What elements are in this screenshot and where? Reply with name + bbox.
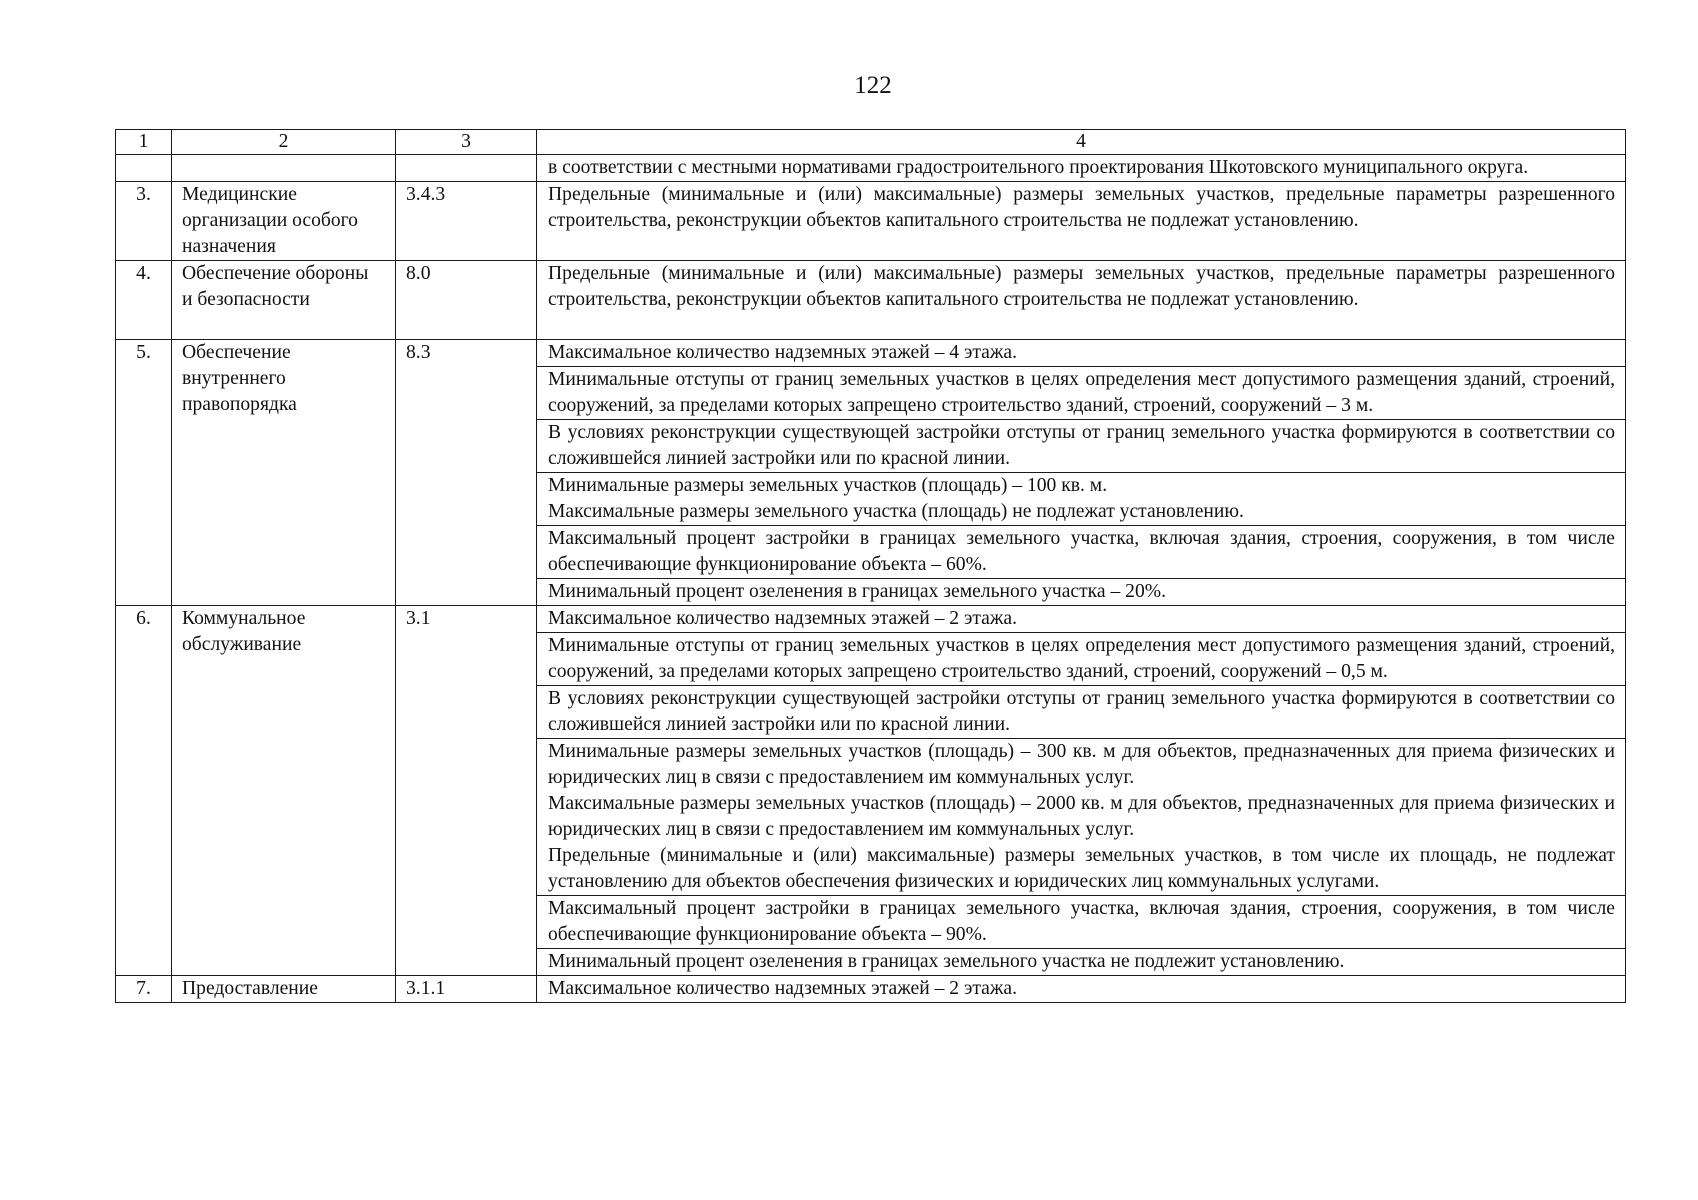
row-param bbox=[537, 739, 1626, 896]
column-header-3: 3 bbox=[396, 130, 537, 155]
table-row bbox=[116, 976, 1626, 1003]
column-header-1: 1 bbox=[116, 130, 172, 155]
row-number: 3. bbox=[116, 182, 172, 261]
row-name bbox=[172, 155, 396, 182]
row-param-line: Минимальные размеры земельных участков (площадь) – 100 кв. м. bbox=[548, 475, 1108, 496]
row-code: 3.1 bbox=[396, 606, 537, 976]
row-number: 7. bbox=[116, 976, 172, 1003]
row-param bbox=[537, 261, 1626, 340]
row-param: Минимальный процент озеленения в границах земельного участка не подлежит установлению. bbox=[537, 949, 1626, 976]
row-param: Максимальный процент застройки в границах земельного участка, включая здания, строения, сооружения, в том числе обеспечивающие функционирование объекта – 60%. bbox=[537, 526, 1626, 579]
row-param: в соответствии с местными нормативами градостроительного проектирования Шкотовского муниципального округа. bbox=[537, 155, 1626, 182]
row-param-line: Предельные (минимальные и (или) максимальные) размеры земельных участков, в том числе их площадь, не подлежат установлению для объектов обеспечения физических и юридических лиц коммунальных услугами. bbox=[548, 845, 1615, 892]
row-param bbox=[537, 473, 1626, 526]
row-param: Максимальное количество надземных этажей – 2 этажа. bbox=[537, 606, 1626, 633]
table-header-row bbox=[116, 130, 1626, 155]
row-name: Коммунальное обслуживание bbox=[172, 606, 396, 976]
row-number: 4. bbox=[116, 261, 172, 340]
page-number: 122 bbox=[854, 72, 892, 99]
regulations-table bbox=[115, 129, 1626, 1003]
table-row bbox=[116, 182, 1626, 261]
table-row bbox=[116, 340, 1626, 367]
row-name: Обеспечение внутреннего правопорядка bbox=[172, 340, 396, 606]
row-param-line: Максимальные размеры земельного участка (площадь) не подлежат установлению. bbox=[548, 501, 1244, 522]
row-code: 8.0 bbox=[396, 261, 537, 340]
column-header-4: 4 bbox=[537, 130, 1626, 155]
row-code: 3.4.3 bbox=[396, 182, 537, 261]
row-number: 6. bbox=[116, 606, 172, 976]
table-row bbox=[116, 606, 1626, 633]
row-number: 5. bbox=[116, 340, 172, 606]
row-code: 8.3 bbox=[396, 340, 537, 606]
table-row bbox=[116, 155, 1626, 182]
table-row bbox=[116, 261, 1626, 340]
row-param: Предельные (минимальные и (или) максимальные) размеры земельных участков, предельные параметры разрешенного строительства, реконструкции объектов капитального строительства не подлежат установлению. bbox=[537, 182, 1626, 261]
row-code: 3.1.1 bbox=[396, 976, 537, 1003]
row-param: Минимальные отступы от границ земельных участков в целях определения мест допустимого размещения зданий, строений, сооружений, за пределами которых запрещено строительство зданий, строений, сооружений – 3 м. bbox=[537, 367, 1626, 420]
row-code bbox=[396, 155, 537, 182]
row-param: В условиях реконструкции существующей застройки отступы от границ земельного участка формируются в соответствии со сложившейся линией застройки или по красной линии. bbox=[537, 420, 1626, 473]
row-name-line: и безопасности bbox=[182, 289, 310, 310]
row-param-line: Максимальные размеры земельных участков (площадь) – 2000 кв. м для объектов, предназначенных для приема физических и юридических лиц в связи с предоставлением им коммунальных услуг. bbox=[548, 793, 1615, 840]
row-param: Максимальное количество надземных этажей – 4 этажа. bbox=[537, 340, 1626, 367]
row-number bbox=[116, 155, 172, 182]
row-name: Медицинские организации особого назначения bbox=[172, 182, 396, 261]
column-header-2: 2 bbox=[172, 130, 396, 155]
row-name-line: Обеспечение обороны bbox=[182, 263, 369, 284]
row-name bbox=[172, 261, 396, 340]
row-param: Минимальный процент озеленения в границах земельного участка – 20%. bbox=[537, 579, 1626, 606]
row-param: Минимальные отступы от границ земельных участков в целях определения мест допустимого размещения зданий, строений, сооружений, за пределами которых запрещено строительство зданий, строений, сооружений – 0,5 м. bbox=[537, 633, 1626, 686]
row-param-text: Предельные (минимальные и (или) максимальные) размеры земельных участков, предельные параметры разрешенного строительства, реконструкции объектов капитального строительства не подлежат установлению. bbox=[548, 263, 1615, 310]
row-param: Максимальное количество надземных этажей – 2 этажа. bbox=[537, 976, 1626, 1003]
row-param: Максимальный процент застройки в границах земельного участка, включая здания, строения, сооружения, в том числе обеспечивающие функционирование объекта – 90%. bbox=[537, 896, 1626, 949]
row-param: В условиях реконструкции существующей застройки отступы от границ земельного участка формируются в соответствии со сложившейся линией застройки или по красной линии. bbox=[537, 686, 1626, 739]
row-param-line: Минимальные размеры земельных участков (площадь) – 300 кв. м для объектов, предназначенных для приема физических и юридических лиц в связи с предоставлением им коммунальных услуг. bbox=[548, 741, 1615, 788]
row-name: Предоставление bbox=[172, 976, 396, 1003]
